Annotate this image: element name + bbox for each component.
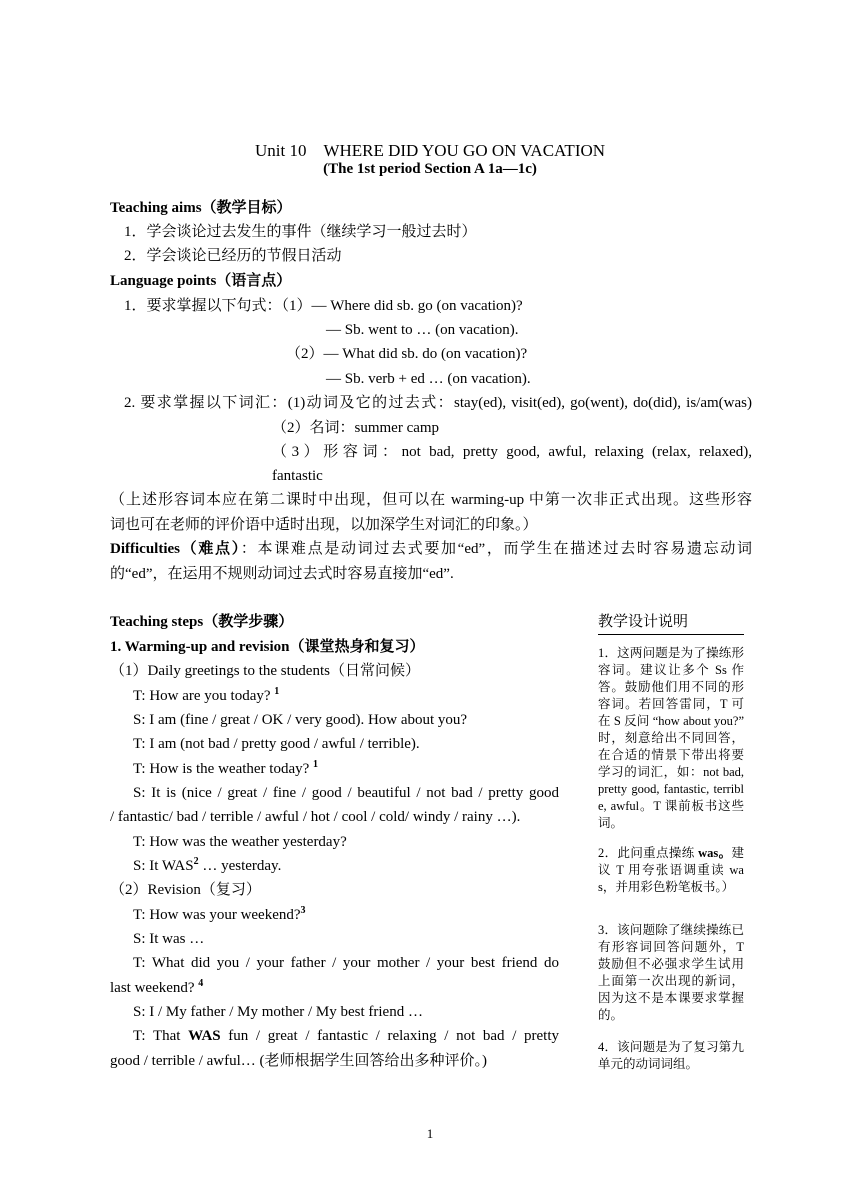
dialogue-line: T: I am (not bad / pretty good / awful / terrible). — [133, 736, 420, 752]
dialogue-text: T: That — [133, 1028, 189, 1044]
side-note: 3．该问题除了继续操练已有形容词回答问题外，T 鼓励但不必强求学生试用上面第一次出现的新词，因为这不是本课要求掌握的。 — [598, 923, 744, 1022]
dialogue-line: S: It was … — [133, 931, 205, 947]
page-title: Unit 10 WHERE DID YOU GO ON VACATION — [254, 141, 606, 160]
dialogue-line — [133, 856, 281, 876]
subsection-heading: （1）Daily greetings to the students（日常问候） — [110, 663, 420, 679]
side-note-text: 建议 T 用夸张语调重读 was，并用彩色粉笔板书。） — [598, 846, 744, 894]
page-subtitle: (The 1st period Section A 1a—1c) — [323, 161, 537, 177]
footnote-marker: 2 — [193, 856, 199, 867]
emphasized-word: WAS — [188, 1028, 221, 1044]
difficulties-line: 的“ed”，在运用不规则动词过去式时容易直接加“ed”. — [110, 566, 454, 582]
side-note: 4．该问题是为了复习第九单元的动词词组。 — [598, 1040, 744, 1071]
language-line: — Sb. went to … (on vacation). — [326, 322, 519, 338]
dialogue-line: T: How was the weather yesterday? — [133, 834, 347, 850]
side-note-text: 2．此问重点操练 — [598, 846, 699, 860]
language-line: （2）— What did sb. do (on vacation)? — [286, 346, 528, 362]
language-line: （3）形容词：not bad, pretty good, awful, relaxing (relax, relaxed), — [272, 444, 752, 460]
steps-heading: Teaching steps（教学步骤） — [110, 614, 294, 630]
dialogue-line: S: I / My father / My mother / My best friend … — [133, 1004, 423, 1020]
language-line: （2）名词：summer camp — [272, 420, 440, 436]
page-number: 1 — [426, 1126, 434, 1141]
dialogue-line: S: It is (nice / great / fine / good / beautiful / not bad / pretty good — [133, 785, 559, 801]
side-note: 1．这两问题是为了操练形容词。建议让多个 Ss 作答。鼓励他们用不同的形容词。若回答雷同，T 可在 S 反问 “how about you?” 时，刻意给出不同回答，在合适的情景下带出将要学习的词汇，如：not bad, pretty good, fantastic, terrible, awful。T 课前板书这些词。 — [598, 646, 744, 830]
footnote-marker: 4 — [198, 978, 204, 989]
footnote-marker: 3 — [300, 905, 306, 916]
language-line: 1．要求掌握以下句式：（1）— Where did sb. go (on vacation)? — [124, 298, 523, 314]
dialogue-line: / fantastic/ bad / terrible / awful / hot / cool / cold/ windy / rainy …). — [110, 809, 521, 825]
dialogue-line — [133, 1026, 559, 1046]
dialogue-line — [133, 759, 318, 779]
dialogue-text: last weekend? — [110, 980, 199, 996]
emphasized-word: was。 — [698, 846, 732, 860]
dialogue-text: … yesterday. — [198, 858, 282, 874]
dialogue-line: T: What did you / your father / your mother / your best friend do — [133, 955, 559, 971]
difficulties-line — [110, 539, 752, 559]
dialogue-text: T: How was your weekend? — [133, 907, 301, 923]
notes-heading: 教学设计说明 — [598, 612, 744, 635]
language-line: 2. 要求掌握以下词汇：(1)动词及它的过去式：stay(ed), visit(ed), go(went), do(did), is/am(was) — [124, 395, 752, 411]
dialogue-line — [133, 905, 306, 925]
dialogue-text: T: How are you today? — [133, 688, 271, 704]
aim-item: 2．学会谈论已经历的节假日活动 — [124, 248, 342, 264]
dialogue-line: S: I am (fine / great / OK / very good). How about you? — [133, 712, 468, 728]
footnote-marker: 1 — [274, 686, 280, 697]
footnote-marker: 1 — [313, 759, 319, 770]
dialogue-text: T: How is the weather today? — [133, 761, 310, 777]
subsection-heading: （2）Revision（复习） — [110, 882, 261, 898]
language-heading: Language points（语言点） — [110, 273, 292, 289]
language-line: — Sb. verb + ed … (on vacation). — [326, 371, 531, 387]
dialogue-text: S: It WAS — [133, 858, 194, 874]
side-note — [598, 845, 744, 896]
language-note: 词也可在老师的评价语中适时出现，以加深学生对词汇的印象。） — [110, 517, 538, 533]
language-line: fantastic — [272, 468, 323, 484]
dialogue-line: good / terrible / awful… (老师根据学生回答给出多种评价。) — [110, 1053, 488, 1069]
difficulties-text: ：本课难点是动词过去式要加“ed”，而学生在描述过去时容易遗忘动词 — [240, 541, 752, 557]
dialogue-line — [110, 978, 203, 998]
dialogue-line — [133, 686, 279, 706]
language-note: （上述形容词本应在第二课时中出现，但可以在 warming-up 中第一次非正式出现。这些形容 — [110, 492, 752, 508]
aims-heading: Teaching aims（教学目标） — [110, 200, 292, 216]
aim-item: 1．学会谈论过去发生的事件（继续学习一般过去时） — [124, 224, 477, 240]
dialogue-text: fun / great / fantastic / relaxing / not bad / pretty — [220, 1028, 559, 1044]
section-heading: 1. Warming-up and revision（课堂热身和复习） — [110, 639, 425, 655]
difficulties-label: Difficulties（难点） — [110, 541, 241, 557]
